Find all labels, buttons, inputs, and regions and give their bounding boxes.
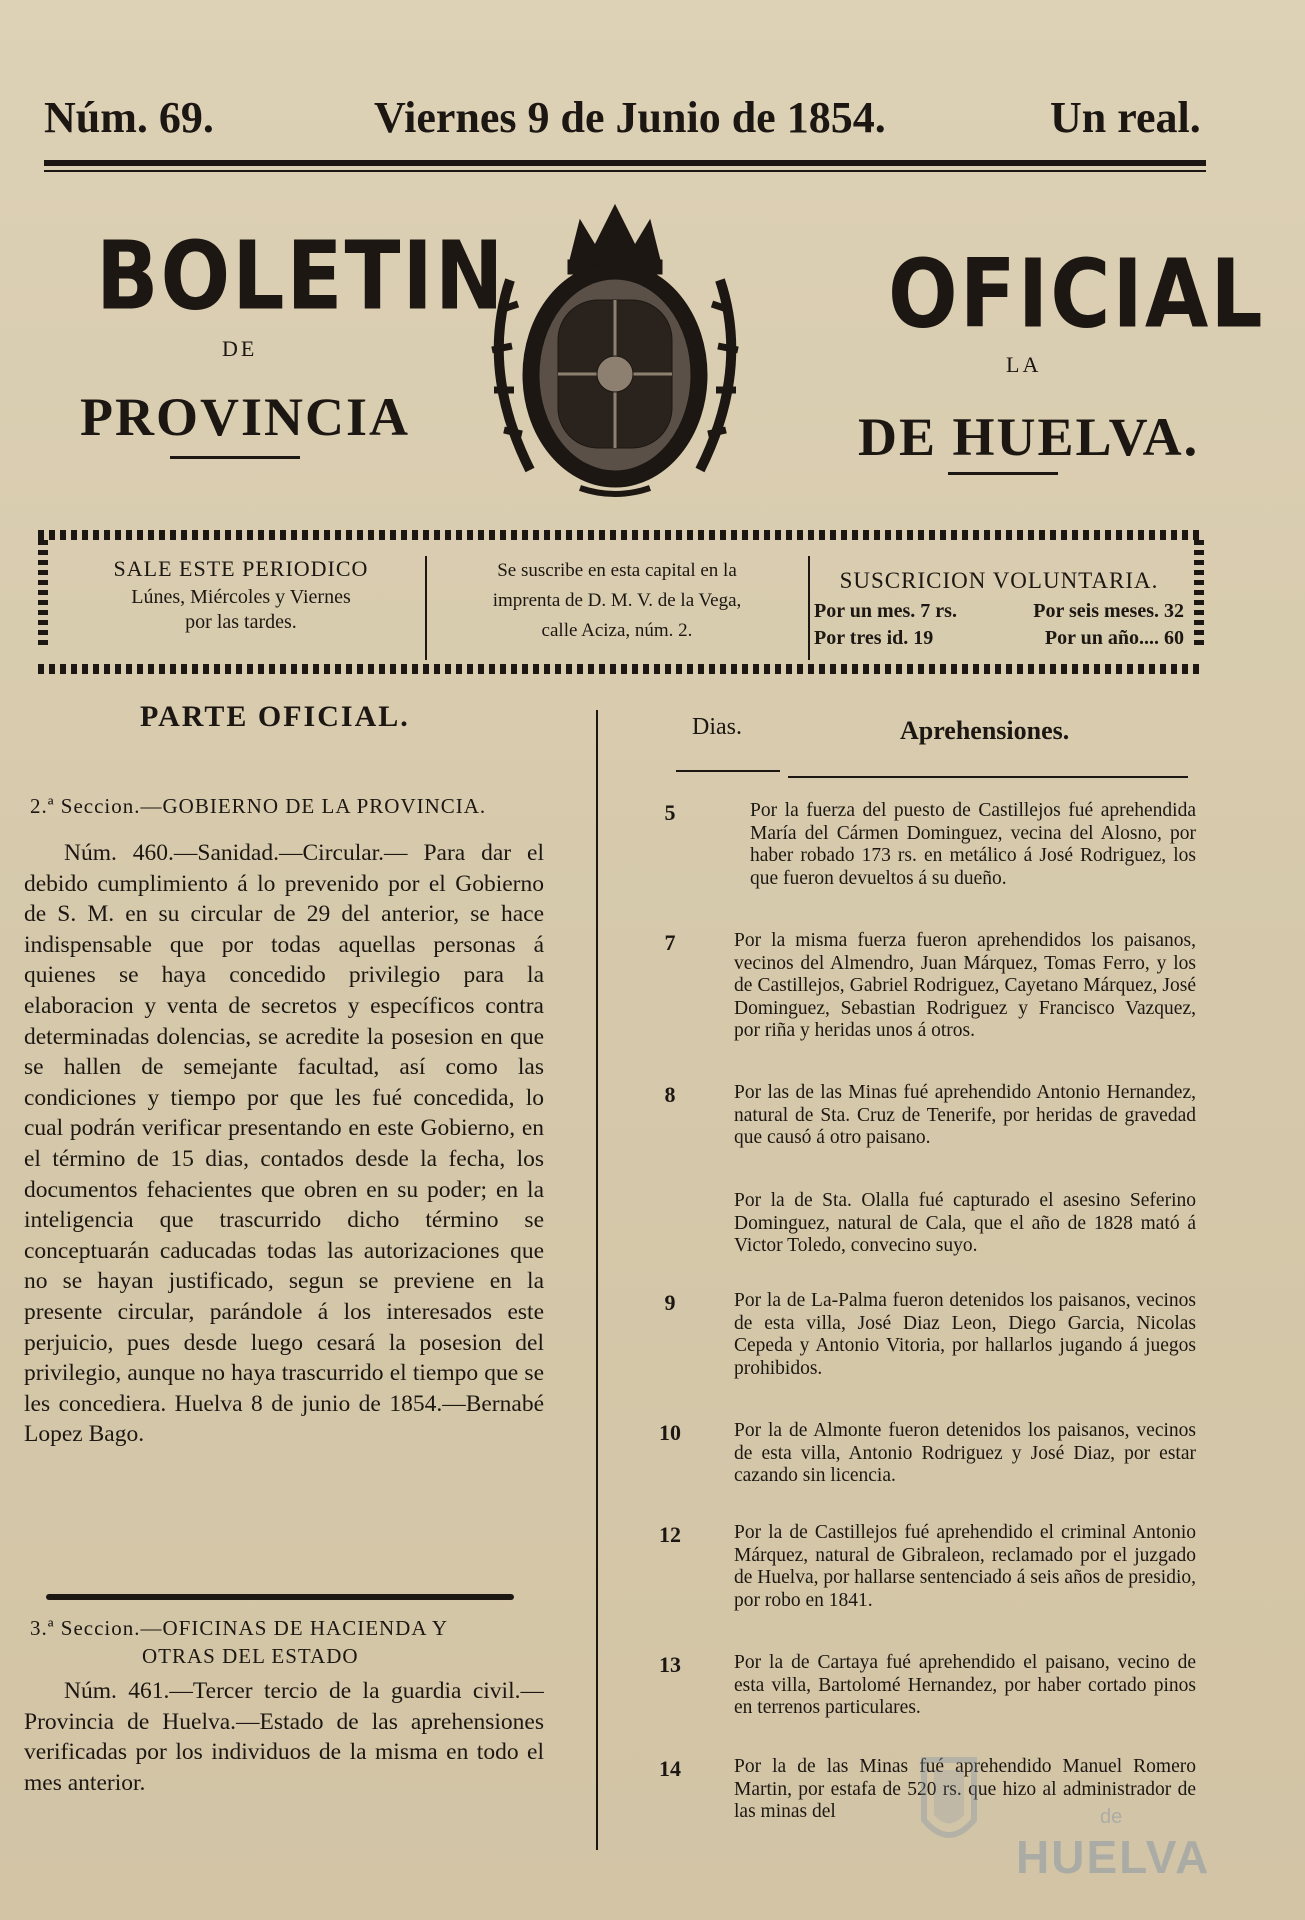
- entry-text: Por la de las Minas fué aprehendido Manuel Romero Martin, por estafa de 520 rs. que hizo al administrador de las minas del: [734, 1756, 1196, 1823]
- chain-border-bottom: [38, 664, 1204, 674]
- title-provincia: PROVINCIA: [80, 387, 411, 447]
- entry-day: 8: [664, 1082, 676, 1107]
- entry-text: Por la de Almonte fueron detenidos los paisanos, vecinos de esta villa, Antonio Rodriguez y José Diaz, por estar cazando sin licencia.: [734, 1420, 1196, 1487]
- title-de: DE: [222, 336, 258, 361]
- entry-day: 12: [659, 1522, 681, 1547]
- subscription-divider-2: [808, 556, 810, 660]
- price-year: Por un año.... 60: [1044, 627, 1184, 649]
- subscription-prices: [814, 568, 1184, 650]
- section3-heading-2: OTRAS DEL ESTADO: [142, 1644, 359, 1668]
- masthead-rule: [44, 160, 1206, 166]
- chain-border-right: [1194, 540, 1204, 650]
- ornament-right: [948, 472, 1058, 475]
- aprehensiones-header: Aprehensiones.: [900, 716, 1070, 745]
- masthead-rule-thin: [44, 170, 1206, 172]
- entry-day: 7: [664, 930, 676, 955]
- entry-day: 9: [664, 1290, 676, 1315]
- issue-number: Núm. 69.: [44, 93, 214, 142]
- price-three-months: Por tres id. 19: [814, 627, 934, 649]
- notice-461: Núm. 461.—Tercer tercio de la guardia civil.—Provincia de Huelva.—Estado de las aprehensiones verificadas por los individuos de la misma en todo el mes anterior.: [24, 1678, 544, 1796]
- title-oficial: OFICIAL: [888, 240, 1265, 350]
- entry-text: Por la de Cartaya fué aprehendido el paisano, vecino de esta villa, Bartolomé Hernandez, por haber cortado pinos en terrenos particulares.: [734, 1652, 1196, 1719]
- entry-day: 10: [659, 1420, 681, 1445]
- schedule-days: Lúnes, Miércoles y Viernes: [131, 586, 351, 608]
- aprehensiones-underline: [788, 776, 1188, 778]
- issue-date: Viernes 9 de Junio de 1854.: [374, 93, 886, 142]
- entry-text: Por la misma fuerza fueron aprehendidos los paisanos, vecinos del Almendro, Juan Márquez, Tomas Ferro, y los de Castillejos, Gabriel Rodriguez, Cayetano Márquez, José Dominguez, Sebastian Rodriguez y Francisco Vazquez, por riña y heridas unos á otros.: [734, 930, 1196, 1042]
- entry-text: Por la de La-Palma fueron detenidos los paisanos, vecinos de esta villa, José Diaz Leon, Diego Garcia, Nicolas Cepeda y Antonio Vitoria, por hallarlos jugando á juegos prohibidos.: [734, 1290, 1196, 1379]
- price-month: Por un mes. 7 rs.: [814, 600, 957, 622]
- watermark-small-text: de: [1100, 1806, 1123, 1828]
- title-la: LA: [1006, 352, 1042, 377]
- entry-day: 5: [664, 800, 676, 825]
- schedule-title: SALE ESTE PERIODICO: [113, 556, 369, 581]
- section3-heading-1: 3.ª Seccion.—OFICINAS DE HACIENDA Y: [30, 1616, 448, 1640]
- section2-heading: 2.ª Seccion.—GOBIERNO DE LA PROVINCIA.: [30, 794, 487, 818]
- where-line-3: calle Aciza, núm. 2.: [541, 620, 693, 641]
- entry-text: Por la fuerza del puesto de Castillejos fué aprehendida María del Cármen Dominguez, vecina del Alosno, por haber robado 173 rs. en metálico á José Rodriguez, los que fueron devueltos á su dueño.: [750, 800, 1196, 889]
- title-boletin: BOLETIN: [96, 222, 506, 332]
- masthead-topline: [44, 92, 1210, 152]
- section-separator: [46, 1594, 514, 1600]
- entry-day: 13: [659, 1652, 681, 1677]
- watermark-text: HUELVA: [1016, 1831, 1211, 1883]
- circular-460: Núm. 460.—Sanidad.—Circular.— Para dar el debido cumplimiento á lo prevenido por el Gobierno de S. M. en su circular de 29 del anterior, se hace indispensable que por todas aquellas personas á quienes se haya concedido privilegio para la elaboracion y venta de secretos y específicos contra determinadas dolencias, se acredite la posesion en que se hallen de semejante facultad, así como las condiciones y tiempo por que les fué concedida, lo cual podrán verificar presentando en este Gobierno, en el término de 15 dias, contados desde la fecha, los documentos fehacientes que obren en su poder; en la inteligencia que trascurrido dicho término se conceptuarán caducadas todas las autorizaciones que no se hayan justificado, segun se previene en la presente circular, parándole á los interesados este perjuicio, pues desde luego cesará la posesion del privilegio, aunque no haya trascurrido el tiempo que se les concediera. Huelva 8 de junio de 1854.—Bernabé Lopez Bago.: [24, 840, 544, 1448]
- subscription-divider-1: [425, 556, 427, 660]
- where-line-1: Se suscribe en esta capital en la: [497, 560, 737, 581]
- royal-crest-icon: [470, 200, 760, 500]
- chain-border-top: [38, 530, 1204, 540]
- days-header: Dias.: [692, 714, 742, 740]
- parte-oficial-header: PARTE OFICIAL.: [140, 700, 410, 733]
- entry-text: Por la de Castillejos fué aprehendido el criminal Antonio Márquez, natural de Gibraleon, reclamado por el juzgado de Huelva, por hallarse sentenciado á seis años de presidio, por robo en 1841.: [734, 1522, 1196, 1611]
- entry-day: 14: [659, 1756, 681, 1781]
- prices-title: SUSCRICION VOLUNTARIA.: [839, 568, 1159, 593]
- days-underline: [676, 770, 780, 772]
- title-de-huelva: DE HUELVA.: [858, 407, 1200, 467]
- schedule-time: por las tardes.: [185, 611, 297, 633]
- ornament-left: [170, 456, 300, 459]
- subscription-schedule: [66, 556, 416, 634]
- price-row: [814, 600, 1184, 623]
- price-row: [814, 627, 1184, 650]
- entry-text: Por las de las Minas fué aprehendido Antonio Hernandez, natural de Sta. Cruz de Tenerife, por heridas de gravedad que causó á otro paisano.: [734, 1082, 1196, 1149]
- column-divider: [596, 710, 598, 1850]
- where-line-2: imprenta de D. M. V. de la Vega,: [492, 590, 742, 611]
- price-six-months: Por seis meses. 32: [1033, 600, 1184, 622]
- chain-border-left: [38, 540, 48, 650]
- issue-price: Un real.: [1050, 93, 1201, 142]
- subscription-where: [432, 556, 802, 646]
- entry-text: Por la de Sta. Olalla fué capturado el asesino Seferino Dominguez, natural de Cala, que el año de 1828 mató á Victor Toledo, convecino suyo.: [734, 1190, 1196, 1257]
